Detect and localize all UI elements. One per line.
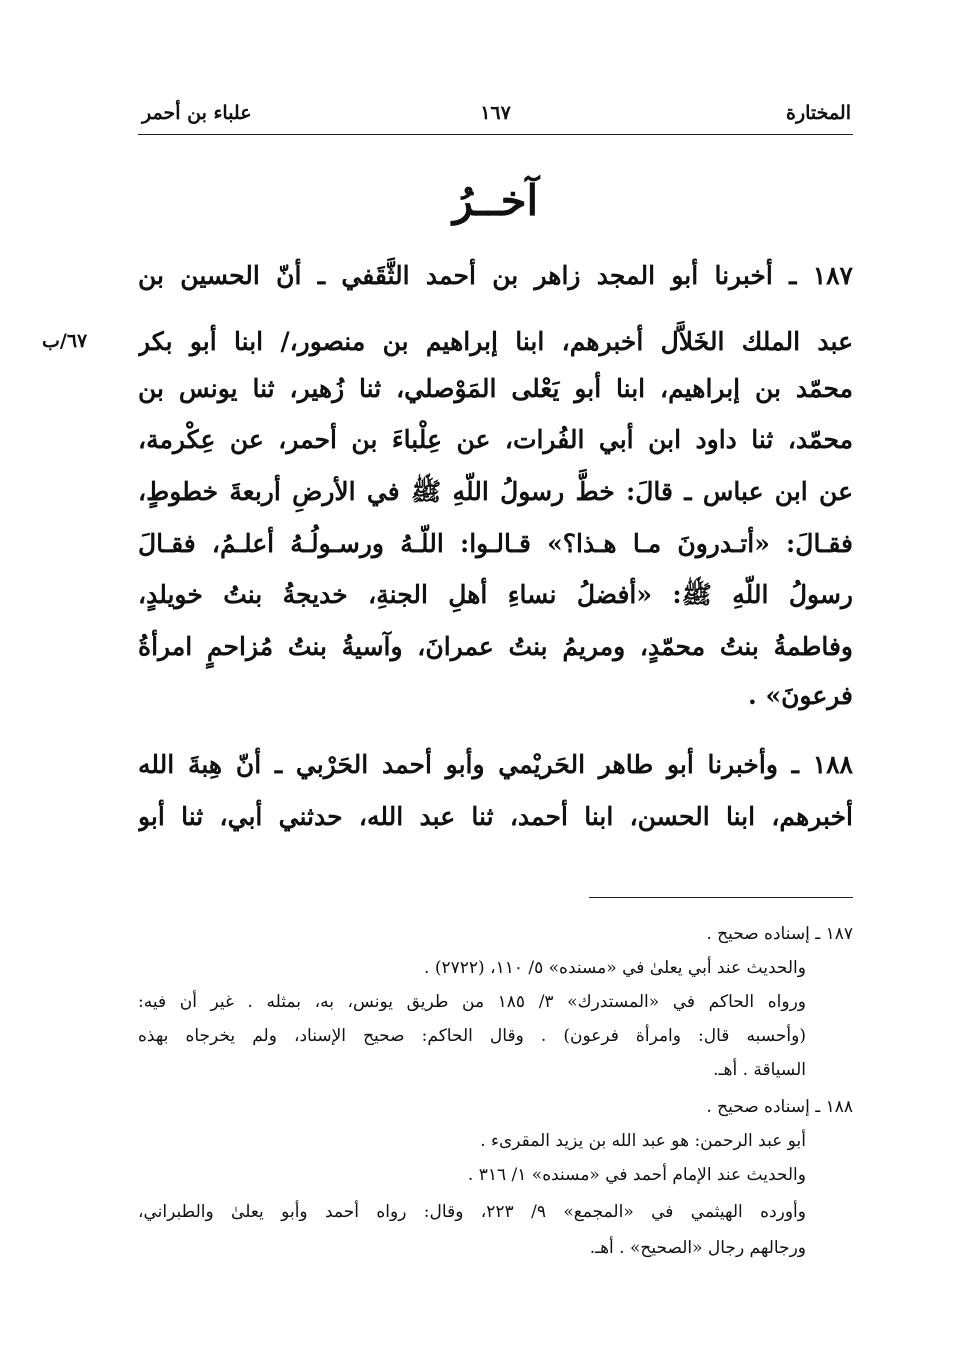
- footnote-line: أبو عبد الرحمن: هو عبد الله بن يزيد المقرىء .: [480, 1131, 806, 1151]
- footnote-line: والحديث عند الإمام أحمد في «مسنده» ١/ ٣١٦ .: [467, 1165, 806, 1185]
- footnote-line: والحديث عند أبي يعلىٰ في «مسنده» ٥/ ١١٠، (٢٧٢٢) .: [424, 958, 806, 978]
- footnote-line: ١٨٧ ـ إسناده صحيح .: [706, 924, 853, 944]
- body-line: ١٨٧ ـ أخبرنا أبو المجد زاهر بن أحمد الثَّقَفي ـ أنّ الحسين بن: [138, 261, 853, 290]
- body-line: ١٨٨ ـ وأخبرنا أبو طاهر الحَريْمي وأبو أحمد الحَرْبي ـ أنّ هِبةَ الله: [138, 750, 853, 779]
- footnote-line: ورجالهم رجال «الصحيح» . أهـ.: [589, 1238, 806, 1258]
- body-line: وفاطمةُ بنتُ محمّدٍ، ومريمُ بنتُ عمرانَ، وآسيةُ بنتُ مُزاحمٍ امرأةُ: [138, 632, 853, 661]
- footnote-line: ورواه الحاكم في «المستدرك» ٣/ ١٨٥ من طريق يونس، به، بمثله . غير أن فيه:: [138, 992, 806, 1012]
- body-line: رسولُ اللّهِ ﷺ: «أفضلُ نساءِ أهلِ الجنةِ، خديجةُ بنتُ خويلدٍ،: [138, 580, 853, 609]
- footnote-line: وأورده الهيثمي في «المجمع» ٩/ ٢٢٣، وقال: رواه أحمد وأبو يعلىٰ والطبراني،: [138, 1202, 806, 1222]
- manuscript-folio-note: ٦٧/ب: [42, 330, 88, 352]
- body-line: عبد الملك الخَلاَّل أخبرهم، ابنا إبراهيم بن منصور،/ ابنا أبو بكر: [138, 327, 853, 356]
- footnote-line: ١٨٨ ـ إسناده صحيح .: [706, 1097, 853, 1117]
- body-line: عن ابن عباس ـ قالَ: خطَّ رسولُ اللّهِ ﷺ في الأرضِ أربعةَ خطوطٍ،: [138, 477, 853, 506]
- body-line: فقـالَ: «أتـدرونَ مـا هـذا؟» قـالـوا: اللّـهُ ورسـولُـهُ أعلـمُ، فقـالَ: [138, 529, 853, 558]
- section-name: علباء بن أحمر: [142, 102, 252, 124]
- section-title: آخــرُ: [452, 176, 539, 225]
- body-line: محمّد، ثنا داود ابن أبي الفُرات، عن عِلْباءَ بن أحمر، عن عِكْرمة،: [138, 425, 853, 454]
- footnote-separator: [589, 897, 853, 898]
- footnote-line: (وأحسبه قال: وامرأة فرعون) . وقال الحاكم: صحيح الإسناد، ولم يخرجاه بهذه: [138, 1026, 806, 1046]
- page-number: ١٦٧: [480, 102, 511, 124]
- running-header: [138, 98, 853, 135]
- body-line: محمّد بن إبراهيم، ابنا أبو يَعْلى المَوْصلي، ثنا زُهير، ثنا يونس بن: [138, 374, 853, 403]
- book-title: المختارة: [786, 102, 851, 124]
- body-line: أخبرهم، ابنا الحسن، ابنا أحمد، ثنا عبد الله، حدثني أبي، ثنا أبو: [138, 802, 853, 831]
- body-line: فرعونَ» .: [748, 681, 853, 710]
- footnote-line: السياقة . أهـ.: [713, 1060, 806, 1080]
